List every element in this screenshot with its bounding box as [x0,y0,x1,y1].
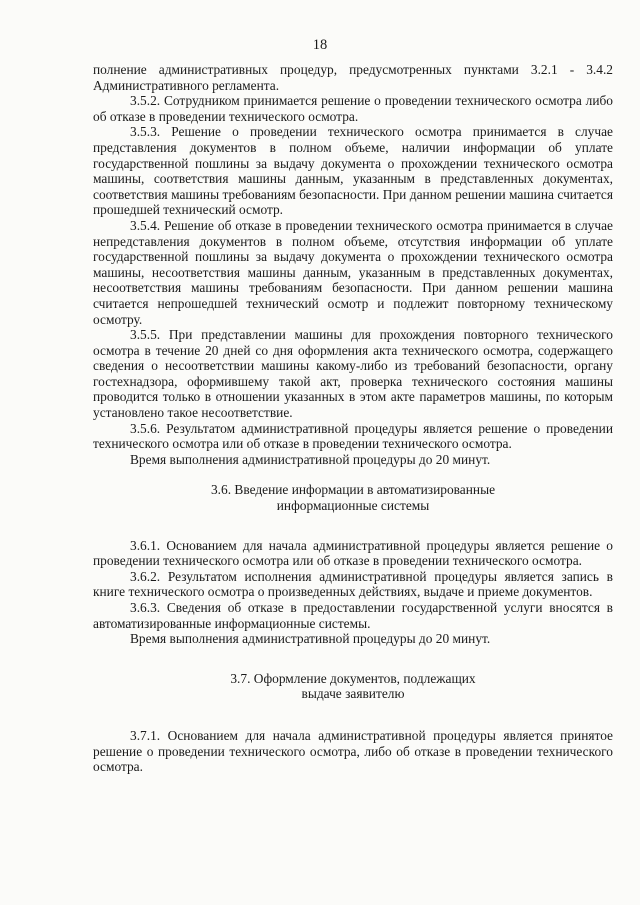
section-heading-3-7-line1: 3.7. Оформление документов, подлежащих [230,670,476,686]
section-heading-3-6-line2: информационные системы [276,498,430,514]
paragraph-3-6-1: 3.6.1. Основанием для начала административной процедуры является решение о проведении технического осмотра или об отказе в проведении технического осмотра. [93,537,613,569]
paragraph-3-5-5: 3.5.5. При представлении машины для прохождения повторного технического осмотра в течение 20 дней со дня оформления акта технического осмотра, содержащего сведения о несоответствии машины какому-либо из требований безопасности, органу гостехнадзора, оформившему такой акт, проверка технического состояния машины проводится только в отношении указанных в этом акте параметров машины, по которым установлено такое несоответствие. [93,327,613,421]
paragraph-3-6-2: 3.6.2. Результатом исполнения административной процедуры является запись в книге технического осмотра о произведенных действиях, выдаче и приеме документов. [93,568,613,600]
paragraph-3-5-4: 3.5.4. Решение об отказе в проведении технического осмотра принимается в случае непредставления документов в полном объеме, отсутствия информации об уплате государственной пошлины за выдачу документа о прохождении технического осмотра машины, несоответствия машины данным, указанным в представленных документах, несоответствия машины требованиям безопасности. При данном решении машина считается непрошедшей технический осмотр и подлежит повторному техническому осмотру. [93,217,613,327]
paragraph-time-3-6: Время выполнения административной процедуры до 20 минут. [130,631,491,647]
paragraph-3-7-1: 3.7.1. Основанием для начала административной процедуры является принятое решение о проведении технического осмотра, либо об отказе в проведении технического осмотра. [93,727,613,775]
paragraph-3-5-2: 3.5.2. Сотрудником принимается решение о проведении технического осмотра либо об отказе в проведении технического осмотра. [93,93,613,124]
paragraph-continuation: полнение административных процедур, предусмотренных пунктами 3.2.1 - 3.4.2 Административного регламента. [93,62,613,93]
paragraph-3-5-6: 3.5.6. Результатом административной процедуры является решение о проведении технического осмотра или об отказе в проведении технического осмотра. [93,420,613,452]
section-heading-3-6-line1: 3.6. Введение информации в автоматизированные [210,482,496,498]
page-number: 18 [312,37,328,53]
paragraph-3-6-3: 3.6.3. Сведения об отказе в предоставлении государственной услуги вносятся в автоматизированные информационные системы. [93,600,613,631]
paragraph-3-5-3: 3.5.3. Решение о проведении технического осмотра принимается в случае представления документов в полном объеме, наличии информации об уплате государственной пошлины за выдачу документа о прохождении технического осмотра машины, соответствия машины данным, указанным в представленных документах, соответствия машины требованиям безопасности. При данном решении машина считается прошедшей технический осмотр. [93,124,613,218]
section-heading-3-7-line2: выдаче заявителю [301,686,405,702]
paragraph-time-3-5: Время выполнения административной процедуры до 20 минут. [130,451,491,467]
document-body [93,62,613,775]
